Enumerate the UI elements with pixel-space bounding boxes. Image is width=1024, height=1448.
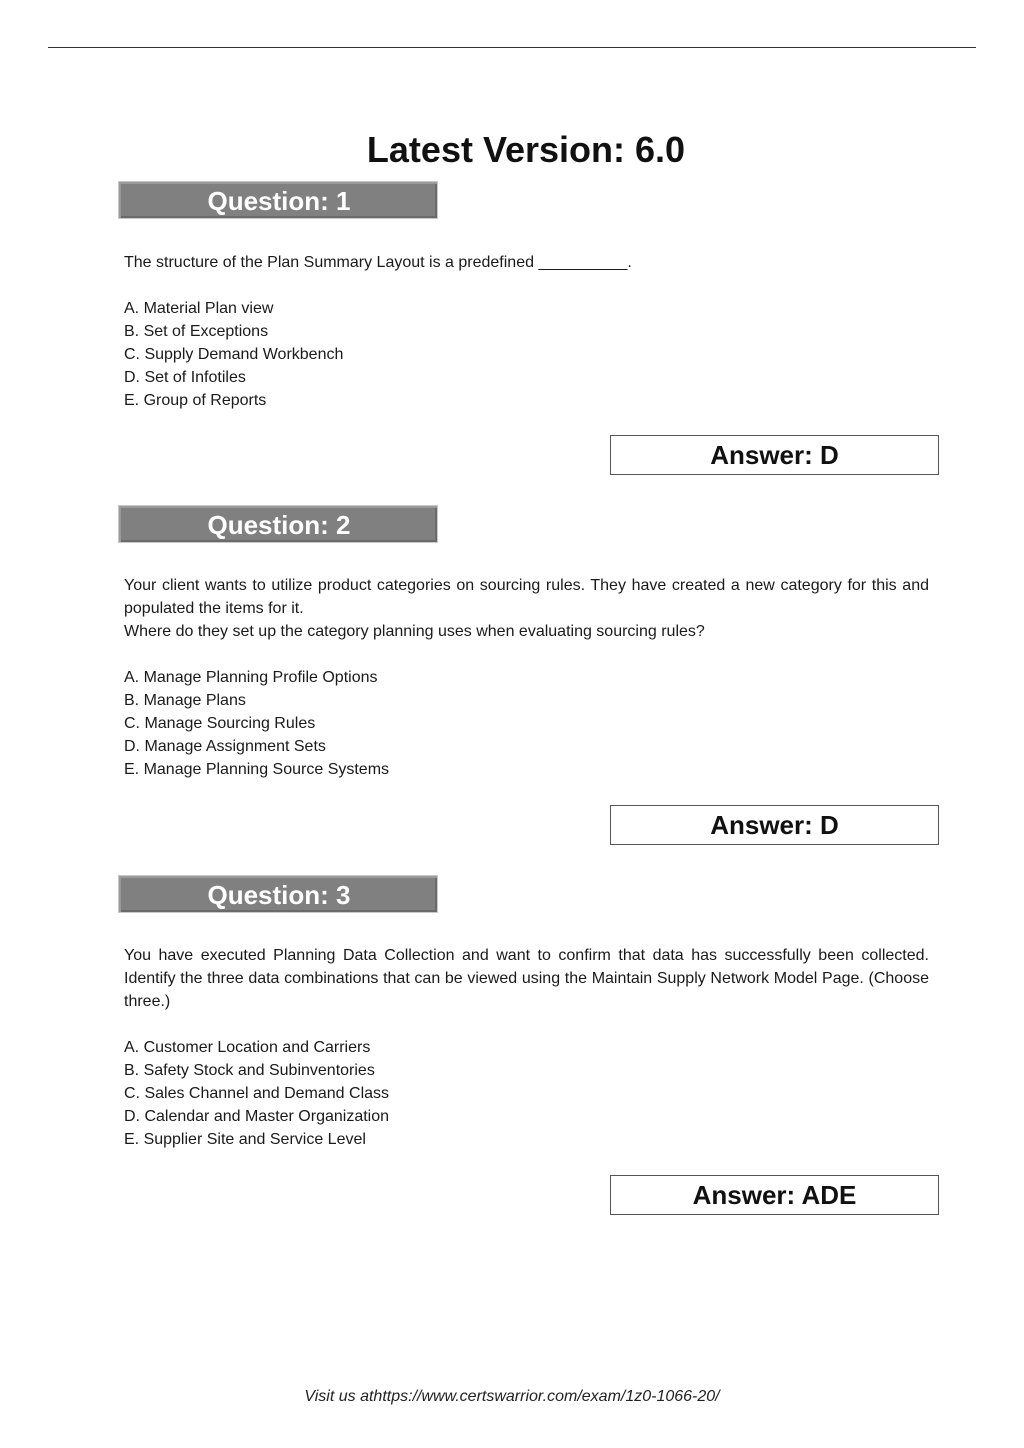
option-item: D. Manage Assignment Sets xyxy=(124,738,326,755)
question-2-text-line: Where do they set up the category planning uses when evaluating sourcing rules? xyxy=(124,623,705,640)
question-3-text-paragraph: You have executed Planning Data Collection and want to confirm that data has successfully been collected. Identify the three data combinations that can be viewed using the Maintain Supply Network Model Page. (Choose three.) xyxy=(124,947,929,1010)
question-3-header xyxy=(118,875,438,913)
question-2-options xyxy=(124,666,929,781)
question-1-header xyxy=(118,181,438,219)
question-1-options xyxy=(124,297,929,412)
option-item: E. Group of Reports xyxy=(124,392,267,409)
option-item: B. Set of Exceptions xyxy=(124,323,269,340)
question-2-text xyxy=(124,574,929,643)
option-item: E. Supplier Site and Service Level xyxy=(124,1131,366,1148)
question-1-text-line: The structure of the Plan Summary Layout is a predefined __________. xyxy=(124,254,632,271)
footer-link-text: Visit us athttps://www.certswarrior.com/exam/1z0-1066-20/ xyxy=(304,1388,720,1405)
question-3-header-label: Question: 3 xyxy=(207,880,351,910)
question-1-header-label: Question: 1 xyxy=(207,186,351,216)
option-item: C. Supply Demand Workbench xyxy=(124,346,344,363)
top-divider xyxy=(48,47,976,48)
question-2-answer: Answer: D xyxy=(710,810,839,840)
page-title: Latest Version: 6.0 xyxy=(366,129,686,170)
option-item: E. Manage Planning Source Systems xyxy=(124,761,390,778)
option-item: A. Manage Planning Profile Options xyxy=(124,669,378,686)
question-3-options xyxy=(124,1036,929,1151)
option-item: D. Calendar and Master Organization xyxy=(124,1108,390,1125)
option-item: D. Set of Infotiles xyxy=(124,369,246,386)
option-item: B. Manage Plans xyxy=(124,692,246,709)
question-2-header xyxy=(118,505,438,543)
question-2-body xyxy=(124,574,929,781)
question-3-answer: Answer: ADE xyxy=(692,1180,857,1210)
question-1-body xyxy=(124,251,929,412)
question-3-body xyxy=(124,944,929,1151)
option-item: B. Safety Stock and Subinventories xyxy=(124,1062,375,1079)
question-1-answer-box xyxy=(610,435,939,475)
question-1-text xyxy=(124,251,929,274)
question-3-answer-box xyxy=(610,1175,939,1215)
question-3-text xyxy=(124,944,929,1013)
option-item: A. Material Plan view xyxy=(124,300,274,317)
question-2-answer-box xyxy=(610,805,939,845)
option-item: C. Sales Channel and Demand Class xyxy=(124,1085,390,1102)
question-2-header-label: Question: 2 xyxy=(207,510,351,540)
option-item: A. Customer Location and Carriers xyxy=(124,1039,371,1056)
option-item: C. Manage Sourcing Rules xyxy=(124,715,316,732)
question-1-answer: Answer: D xyxy=(710,440,839,470)
question-2-text-paragraph: Your client wants to utilize product categories on sourcing rules. They have created a new category for this and populated the items for it. xyxy=(124,577,929,617)
